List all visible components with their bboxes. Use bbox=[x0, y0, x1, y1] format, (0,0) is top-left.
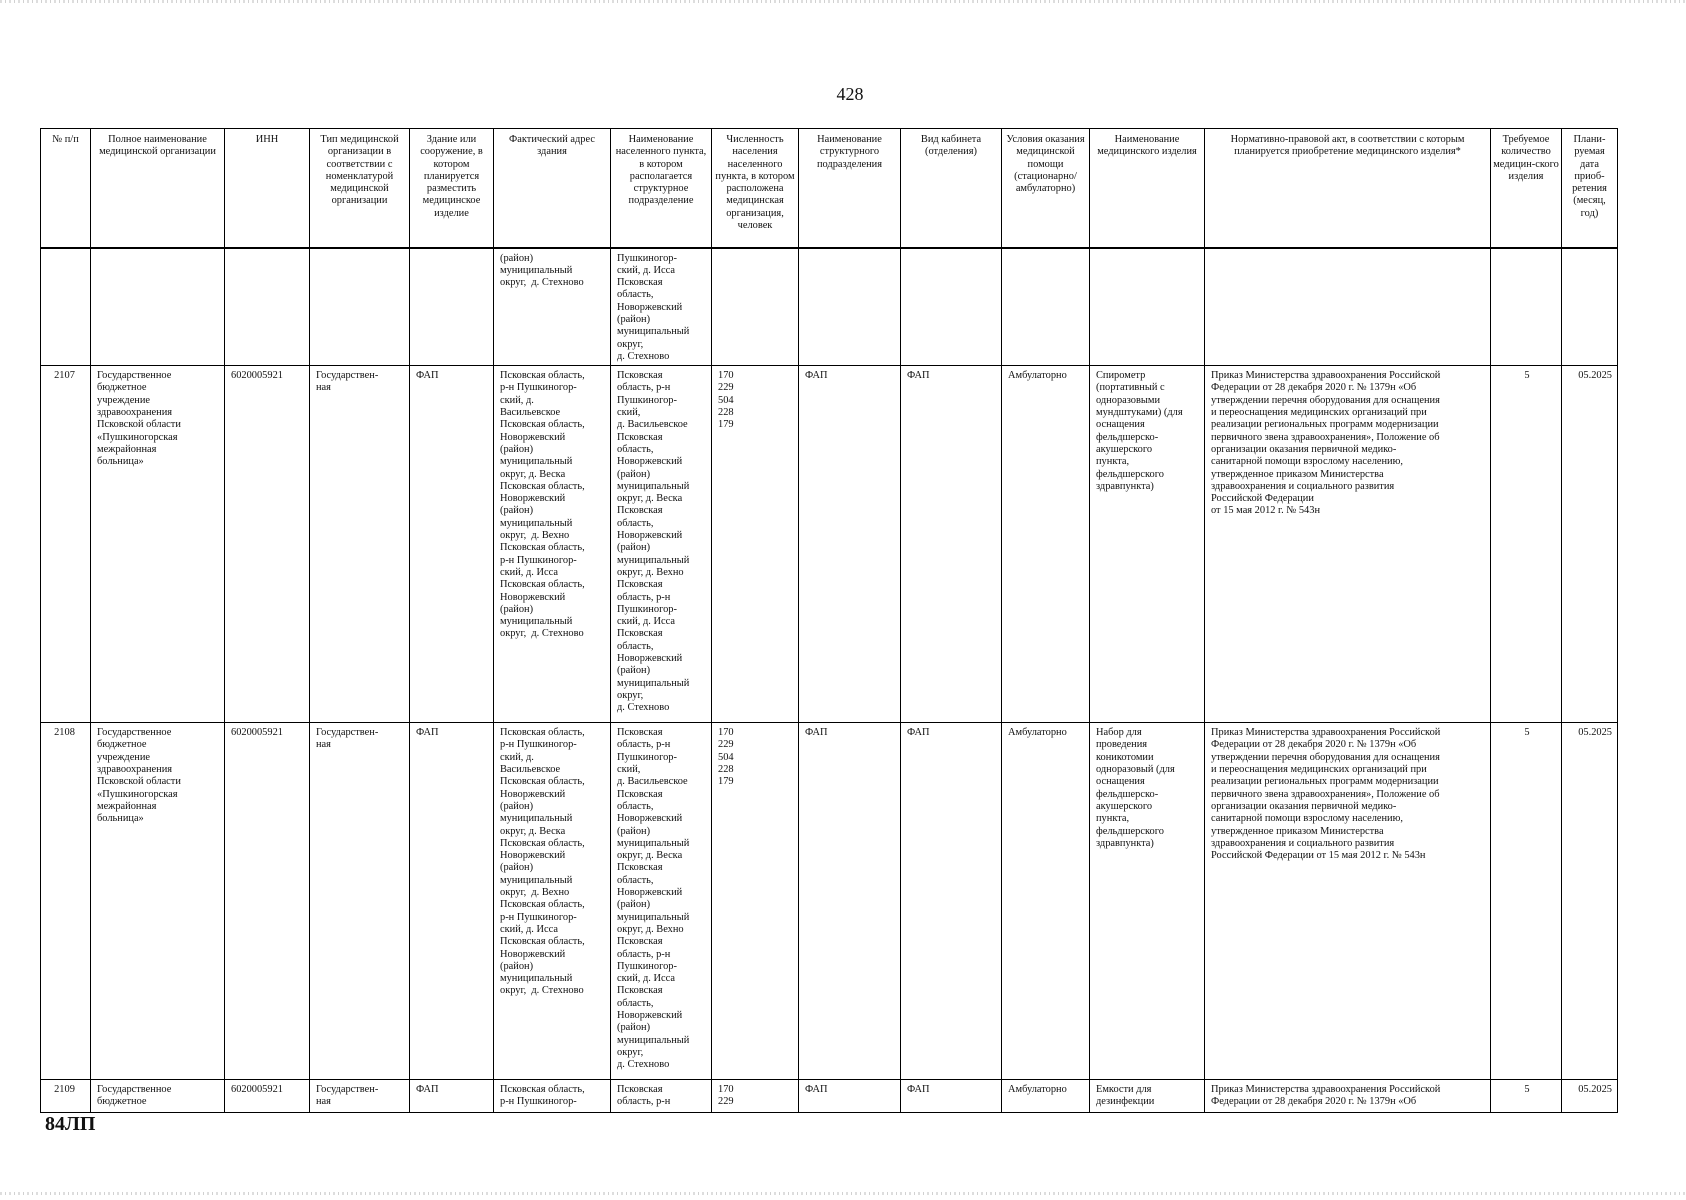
cell-text-line: Псковской области bbox=[97, 419, 181, 431]
cell-text-line: округ, д. Вехно bbox=[617, 566, 684, 578]
cell-text-line: пункта, bbox=[1096, 813, 1130, 825]
cell-text-line: область, bbox=[617, 443, 654, 455]
cell-text-line: Псковская область, bbox=[500, 419, 585, 431]
cell-text-line: дезинфекции bbox=[1096, 1096, 1155, 1108]
cell-text-line: 228 bbox=[718, 407, 734, 419]
header-type: Тип медицинской организации в соответствии с номенклатурой медицинской организации bbox=[310, 129, 410, 248]
cell-text-line: Федерации от 28 декабря 2020 г. № 1379н «Об bbox=[1211, 1096, 1417, 1108]
cell-address bbox=[494, 366, 611, 723]
cell-text-line: 170 bbox=[718, 370, 734, 382]
cell-text-line: (район) bbox=[617, 899, 651, 911]
cell-text-line: здравоохранения bbox=[97, 764, 173, 776]
cell-text-line: здравпункта) bbox=[1096, 480, 1154, 492]
cell-text-line: Псковская область, bbox=[500, 542, 585, 554]
cell-address bbox=[494, 723, 611, 1080]
cell-text-line: утверждении перечня оборудования для оснащения bbox=[1211, 751, 1440, 763]
cell-inn: 6020005921 bbox=[225, 723, 310, 1080]
cell-text-line: ский, д. Исса bbox=[500, 923, 558, 935]
cell-text-line: Федерации от 28 декабря 2020 г. № 1379н «Об bbox=[1211, 739, 1417, 751]
cell-inn: 6020005921 bbox=[225, 1080, 310, 1113]
cell-population bbox=[712, 248, 799, 366]
cell-text-line: Псковская bbox=[617, 1084, 663, 1096]
cell-building bbox=[410, 248, 494, 366]
cell-building: ФАП bbox=[410, 366, 494, 723]
cell-text-line: Спирометр bbox=[1096, 370, 1146, 382]
cell-text-line: Государствен- bbox=[316, 370, 379, 382]
cell-text-line: пункта, bbox=[1096, 456, 1130, 468]
cell-address bbox=[494, 1080, 611, 1113]
cell-text-line: область, bbox=[617, 289, 654, 301]
cell-text-line: ский, bbox=[617, 764, 641, 776]
cell-inn: 6020005921 bbox=[225, 366, 310, 723]
cell-text-line: Псковская область, bbox=[500, 1084, 585, 1096]
header-population: Численность населения населенного пункта, в котором расположена медицинская организация, человек bbox=[712, 129, 799, 248]
cell-text-line: Псковская область, bbox=[500, 579, 585, 591]
cell-text-line: (район) bbox=[617, 665, 651, 677]
cell-subdivision bbox=[799, 248, 901, 366]
cell-text-line: организации оказания первичной медико- bbox=[1211, 800, 1397, 812]
cell-text-line: (район) bbox=[500, 252, 534, 264]
cell-text-line: муниципальный bbox=[500, 813, 573, 825]
cell-text-line: фельдшерского bbox=[1096, 468, 1164, 480]
cell-date: 05.2025 bbox=[1562, 1080, 1618, 1113]
cell-text-line: больница» bbox=[97, 456, 144, 468]
cell-text-line: учреждение bbox=[97, 394, 151, 406]
cell-text-line: Федерации от 28 декабря 2020 г. № 1379н «Об bbox=[1211, 382, 1417, 394]
cell-text-line: утвержденное приказом Министерства bbox=[1211, 468, 1384, 480]
scan-edge-bottom bbox=[0, 1192, 1686, 1195]
cell-num: 2107 bbox=[41, 366, 91, 723]
cell-text-line: Новоржевский bbox=[617, 1010, 683, 1021]
cell-text-line: оснащения bbox=[1096, 419, 1145, 431]
cell-text-line: фельдшерско- bbox=[1096, 788, 1159, 800]
cell-text-line: Набор для bbox=[1096, 727, 1142, 739]
cell-text-line: (район) bbox=[617, 468, 651, 480]
header-date: Плани-руемая дата приоб-ретения (месяц, год) bbox=[1562, 129, 1618, 248]
header-act: Нормативно-правовой акт, в соответствии с которым планируется приобретение медицинского изделия* bbox=[1205, 129, 1491, 248]
cell-text-line: Новоржевский bbox=[500, 591, 566, 603]
cell-text-line: муниципальный bbox=[617, 911, 690, 923]
cell-text-line: ная bbox=[316, 739, 331, 751]
cell-text-line: Новоржевский bbox=[500, 493, 566, 505]
cell-text-line: ная bbox=[316, 1096, 331, 1108]
cell-text-line: бюджетное bbox=[97, 1096, 147, 1108]
header-cabinet: Вид кабинета (отделения) bbox=[901, 129, 1002, 248]
cell-text-line: реализации региональных программ модернизации bbox=[1211, 419, 1439, 431]
cell-text-line: (район) bbox=[617, 825, 651, 837]
header-device: Наименование медицинского изделия bbox=[1090, 129, 1205, 248]
cell-subdivision: ФАП bbox=[799, 1080, 901, 1113]
cell-text-line: Приказ Министерства здравоохранения Российской bbox=[1211, 370, 1441, 382]
cell-text-line: Псковская область, bbox=[500, 370, 585, 382]
cell-text-line: (район) bbox=[500, 862, 534, 874]
header-subdivision: Наименование структурного подразделения bbox=[799, 129, 901, 248]
cell-text-line: Псковская bbox=[617, 788, 663, 800]
cell-address bbox=[494, 248, 611, 366]
cell-text-line: межрайонная bbox=[97, 800, 157, 812]
medical-equipment-table bbox=[40, 128, 1618, 1113]
cell-qty: 5 bbox=[1491, 366, 1562, 723]
cell-text-line: муниципальный bbox=[617, 326, 690, 338]
cell-text-line: округ, bbox=[617, 338, 644, 350]
cell-text-line: муниципальный bbox=[617, 837, 690, 849]
cell-text-line: Псковская область, bbox=[500, 837, 585, 849]
cell-building: ФАП bbox=[410, 1080, 494, 1113]
cell-subdivision: ФАП bbox=[799, 366, 901, 723]
cell-text-line: 179 bbox=[718, 419, 734, 431]
scan-edge-top bbox=[0, 0, 1686, 3]
cell-text-line: 170 bbox=[718, 1084, 734, 1096]
cell-act bbox=[1205, 248, 1491, 366]
cell-text-line: 170 bbox=[718, 727, 734, 739]
cell-text-line: утверждении перечня оборудования для оснащения bbox=[1211, 394, 1440, 406]
cell-population bbox=[712, 366, 799, 723]
cell-text-line: Емкости для bbox=[1096, 1084, 1152, 1096]
cell-text-line: ский, д. bbox=[500, 751, 534, 763]
cell-text-line: Псковская область, bbox=[500, 899, 585, 911]
cell-text-line: Псковская bbox=[617, 862, 663, 874]
cell-device bbox=[1090, 723, 1205, 1080]
cell-text-line: Приказ Министерства здравоохранения Российской bbox=[1211, 727, 1441, 739]
cell-text-line: ский, д. Исса bbox=[617, 616, 675, 628]
cell-text-line: округ, д. Веска bbox=[617, 850, 683, 862]
cell-num bbox=[41, 248, 91, 366]
cell-device bbox=[1090, 1080, 1205, 1113]
header-address: Фактический адрес здания bbox=[494, 129, 611, 248]
cell-text-line: Государственное bbox=[97, 1084, 172, 1096]
document-code: 84ЛП bbox=[45, 1113, 96, 1135]
cell-text-line: Российской Федерации bbox=[1211, 493, 1314, 505]
cell-text-line: Псковская область, bbox=[500, 727, 585, 739]
cell-text-line: р-н Пушкиногор- bbox=[500, 911, 577, 923]
cell-text-line: 229 bbox=[718, 382, 734, 394]
cell-text-line: учреждение bbox=[97, 751, 151, 763]
cell-org bbox=[91, 248, 225, 366]
cell-text-line: (район) bbox=[500, 960, 534, 972]
cell-text-line: Псковская bbox=[617, 727, 663, 739]
cell-text-line: область, р-н bbox=[617, 382, 671, 394]
cell-locality bbox=[611, 248, 712, 366]
table-row bbox=[41, 366, 1618, 723]
cell-conditions: Амбулаторно bbox=[1002, 1080, 1090, 1113]
cell-text-line: Пушкиногор- bbox=[617, 960, 677, 972]
cell-text-line: ский, д. Исса bbox=[617, 264, 675, 276]
cell-cabinet: ФАП bbox=[901, 366, 1002, 723]
cell-text-line: Государствен- bbox=[316, 727, 379, 739]
cell-type bbox=[310, 248, 410, 366]
cell-text-line: одноразовыми bbox=[1096, 394, 1161, 406]
cell-text-line: «Пушкиногорская bbox=[97, 431, 178, 443]
cell-cabinet: ФАП bbox=[901, 1080, 1002, 1113]
cell-text-line: Новоржевский bbox=[500, 788, 566, 800]
cell-org bbox=[91, 1080, 225, 1113]
cell-text-line: мундштуками) (для bbox=[1096, 407, 1183, 419]
cell-conditions: Амбулаторно bbox=[1002, 366, 1090, 723]
cell-text-line: фельдшерско- bbox=[1096, 431, 1159, 443]
cell-text-line: акушерского bbox=[1096, 800, 1153, 812]
cell-date bbox=[1562, 248, 1618, 366]
header-num: № п/п bbox=[41, 129, 91, 248]
cell-subdivision: ФАП bbox=[799, 723, 901, 1080]
cell-text-line: Новоржевский bbox=[500, 948, 566, 960]
cell-text-line: Новоржевский bbox=[500, 850, 566, 862]
table-row-continuation bbox=[41, 248, 1618, 366]
cell-text-line: область, р-н bbox=[617, 739, 671, 751]
cell-text-line: округ, д. Стехново bbox=[500, 277, 584, 289]
cell-text-line: д. Стехново bbox=[617, 350, 670, 362]
cell-text-line: д. Васильевское bbox=[617, 419, 688, 431]
cell-text-line: санитарной помощи взрослому населению, bbox=[1211, 456, 1403, 468]
cell-text-line: Псковская bbox=[617, 370, 663, 382]
cell-text-line: округ, bbox=[617, 1046, 644, 1058]
cell-org bbox=[91, 723, 225, 1080]
cell-text-line: округ, д. Веска bbox=[500, 825, 566, 837]
cell-text-line: бюджетное bbox=[97, 739, 147, 751]
cell-type bbox=[310, 366, 410, 723]
cell-text-line: оснащения bbox=[1096, 776, 1145, 788]
cell-text-line: д. Стехново bbox=[617, 1059, 670, 1071]
cell-text-line: область, р-н bbox=[617, 948, 671, 960]
cell-text-line: муниципальный bbox=[617, 554, 690, 566]
cell-text-line: округ, д. Стехново bbox=[500, 985, 584, 997]
cell-locality bbox=[611, 723, 712, 1080]
cell-text-line: от 15 мая 2012 г. № 543н bbox=[1211, 505, 1320, 517]
cell-text-line: округ, д. Вехно bbox=[617, 923, 684, 935]
cell-text-line: Новоржевский bbox=[617, 813, 683, 825]
cell-text-line: р-н Пушкиногор- bbox=[500, 382, 577, 394]
cell-text-line: и переоснащения медицинских организаций при bbox=[1211, 407, 1427, 419]
cell-text-line: область, bbox=[617, 997, 654, 1009]
header-building: Здание или сооружение, в котором планируется разместить медицинское изделие bbox=[410, 129, 494, 248]
cell-text-line: ский, д. bbox=[500, 394, 534, 406]
cell-text-line: больница» bbox=[97, 813, 144, 825]
cell-text-line: Государственное bbox=[97, 727, 172, 739]
cell-text-line: Новоржевский bbox=[617, 653, 683, 664]
cell-text-line: д. Васильевское bbox=[617, 776, 688, 788]
cell-text-line: коникотомии bbox=[1096, 751, 1154, 763]
header-org: Полное наименование медицинской организации bbox=[91, 129, 225, 248]
cell-text-line: округ, д. Стехново bbox=[500, 628, 584, 640]
cell-text-line: Псковская bbox=[617, 505, 663, 517]
table-row bbox=[41, 1080, 1618, 1113]
cell-text-line: 229 bbox=[718, 1096, 734, 1108]
cell-text-line: округ, д. Веска bbox=[617, 493, 683, 505]
cell-text-line: муниципальный bbox=[617, 480, 690, 492]
cell-text-line: Приказ Министерства здравоохранения Российской bbox=[1211, 1084, 1441, 1096]
cell-text-line: Государствен- bbox=[316, 1084, 379, 1096]
cell-act bbox=[1205, 366, 1491, 723]
cell-text-line: ский, д. Исса bbox=[617, 973, 675, 985]
cell-text-line: первичного звена здравоохранения», Положение об bbox=[1211, 431, 1440, 443]
cell-text-line: Пушкиногор- bbox=[617, 603, 677, 615]
cell-text-line: область, bbox=[617, 640, 654, 652]
cell-text-line: муниципальный bbox=[500, 616, 573, 628]
cell-text-line: ная bbox=[316, 382, 331, 394]
cell-type bbox=[310, 1080, 410, 1113]
cell-text-line: Псковская bbox=[617, 628, 663, 640]
cell-text-line: фельдшерского bbox=[1096, 825, 1164, 837]
cell-text-line: здравпункта) bbox=[1096, 837, 1154, 849]
cell-text-line: и переоснащения медицинских организаций при bbox=[1211, 764, 1427, 776]
cell-text-line: Васильевское bbox=[500, 764, 561, 776]
cell-text-line: Псковской области bbox=[97, 776, 181, 788]
cell-cabinet bbox=[901, 248, 1002, 366]
cell-text-line: муниципальный bbox=[500, 264, 573, 276]
cell-device bbox=[1090, 366, 1205, 723]
header-locality: Наименование населенного пункта, в котором располагается структурное подразделение bbox=[611, 129, 712, 248]
cell-text-line: муниципальный bbox=[617, 1034, 690, 1046]
cell-text-line: организации оказания первичной медико- bbox=[1211, 443, 1397, 455]
cell-text-line: р-н Пушкиногор- bbox=[500, 1096, 577, 1108]
cell-text-line: Новоржевский bbox=[617, 456, 683, 468]
cell-qty bbox=[1491, 248, 1562, 366]
cell-org bbox=[91, 366, 225, 723]
cell-text-line: округ, д. Вехно bbox=[500, 887, 570, 899]
cell-text-line: Васильевское bbox=[500, 407, 561, 419]
cell-population bbox=[712, 1080, 799, 1113]
cell-num: 2108 bbox=[41, 723, 91, 1080]
cell-date: 05.2025 bbox=[1562, 366, 1618, 723]
cell-text-line: муниципальный bbox=[500, 517, 573, 529]
cell-text-line: 504 bbox=[718, 751, 734, 763]
cell-text-line: Псковская bbox=[617, 431, 663, 443]
cell-text-line: область, bbox=[617, 800, 654, 812]
header-inn: ИНН bbox=[225, 129, 310, 248]
cell-text-line: Пушкиногор- bbox=[617, 394, 677, 406]
cell-qty: 5 bbox=[1491, 1080, 1562, 1113]
cell-text-line: (район) bbox=[500, 443, 534, 455]
cell-text-line: здравоохранения bbox=[97, 407, 173, 419]
cell-text-line: проведения bbox=[1096, 739, 1148, 751]
cell-text-line: муниципальный bbox=[500, 874, 573, 886]
header-conditions: Условия оказания медицинской помощи (стационарно/ амбулаторно) bbox=[1002, 129, 1090, 248]
cell-text-line: муниципальный bbox=[500, 456, 573, 468]
cell-text-line: Псковская bbox=[617, 579, 663, 591]
cell-text-line: Пушкиногор- bbox=[617, 751, 677, 763]
cell-date: 05.2025 bbox=[1562, 723, 1618, 1080]
cell-text-line: область, р-н bbox=[617, 1096, 671, 1108]
cell-text-line: Псковская bbox=[617, 277, 663, 289]
cell-text-line: 228 bbox=[718, 764, 734, 776]
cell-cabinet: ФАП bbox=[901, 723, 1002, 1080]
cell-text-line: Псковская bbox=[617, 936, 663, 948]
cell-text-line: область, bbox=[617, 517, 654, 529]
cell-type bbox=[310, 723, 410, 1080]
cell-text-line: область, р-н bbox=[617, 591, 671, 603]
cell-text-line: Государственное bbox=[97, 370, 172, 382]
cell-text-line: р-н Пушкиногор- bbox=[500, 739, 577, 751]
cell-text-line: 229 bbox=[718, 739, 734, 751]
cell-text-line: Российской Федерации от 15 мая 2012 г. № 543н bbox=[1211, 850, 1426, 862]
cell-text-line: округ, д. Веска bbox=[500, 468, 566, 480]
cell-text-line: «Пушкиногорская bbox=[97, 788, 178, 800]
cell-text-line: 504 bbox=[718, 394, 734, 406]
cell-text-line: санитарной помощи взрослому населению, bbox=[1211, 813, 1403, 825]
cell-locality bbox=[611, 366, 712, 723]
cell-text-line: Псковская область, bbox=[500, 936, 585, 948]
cell-num: 2109 bbox=[41, 1080, 91, 1113]
table-row bbox=[41, 723, 1618, 1080]
cell-text-line: межрайонная bbox=[97, 443, 157, 455]
cell-act bbox=[1205, 1080, 1491, 1113]
cell-conditions: Амбулаторно bbox=[1002, 723, 1090, 1080]
cell-text-line: (район) bbox=[500, 603, 534, 615]
page-number: 428 bbox=[836, 84, 864, 104]
cell-text-line: утвержденное приказом Министерства bbox=[1211, 825, 1384, 837]
cell-text-line: область, bbox=[617, 874, 654, 886]
cell-text-line: д. Стехново bbox=[617, 702, 670, 714]
cell-text-line: Пушкиногор- bbox=[617, 252, 677, 264]
cell-text-line: Псковская область, bbox=[500, 776, 585, 788]
cell-text-line: (район) bbox=[617, 1022, 651, 1034]
cell-text-line: муниципальный bbox=[500, 973, 573, 985]
table-header-row bbox=[41, 129, 1618, 248]
cell-text-line: (район) bbox=[500, 505, 534, 517]
cell-conditions bbox=[1002, 248, 1090, 366]
cell-text-line: Новоржевский bbox=[617, 530, 683, 542]
cell-text-line: 179 bbox=[718, 776, 734, 788]
cell-text-line: Псковская область, bbox=[500, 480, 585, 492]
cell-text-line: акушерского bbox=[1096, 443, 1153, 455]
cell-locality bbox=[611, 1080, 712, 1113]
cell-text-line: здравоохранения и социального развития bbox=[1211, 480, 1395, 492]
cell-text-line: округ, д. Вехно bbox=[500, 530, 570, 542]
cell-building: ФАП bbox=[410, 723, 494, 1080]
cell-act bbox=[1205, 723, 1491, 1080]
cell-text-line: р-н Пушкиногор- bbox=[500, 554, 577, 566]
cell-text-line: ский, д. Исса bbox=[500, 566, 558, 578]
cell-text-line: (район) bbox=[617, 313, 651, 325]
cell-text-line: (район) bbox=[500, 800, 534, 812]
cell-text-line: (район) bbox=[617, 542, 651, 554]
cell-inn bbox=[225, 248, 310, 366]
cell-device bbox=[1090, 248, 1205, 366]
cell-population bbox=[712, 723, 799, 1080]
cell-text-line: ский, bbox=[617, 407, 641, 419]
cell-text-line: первичного звена здравоохранения», Положение об bbox=[1211, 788, 1440, 800]
cell-text-line: (портативный с bbox=[1096, 382, 1165, 394]
cell-text-line: Псковская bbox=[617, 985, 663, 997]
cell-text-line: здравоохранения и социального развития bbox=[1211, 837, 1395, 849]
cell-text-line: Новоржевский bbox=[617, 887, 683, 899]
cell-text-line: одноразовый (для bbox=[1096, 764, 1175, 776]
header-qty: Требуемое количество медицин-ского изделия bbox=[1491, 129, 1562, 248]
cell-qty: 5 bbox=[1491, 723, 1562, 1080]
cell-text-line: Новоржевский bbox=[500, 431, 566, 443]
cell-text-line: округ, bbox=[617, 689, 644, 701]
cell-text-line: реализации региональных программ модернизации bbox=[1211, 776, 1439, 788]
cell-text-line: бюджетное bbox=[97, 382, 147, 394]
cell-text-line: Новоржевский bbox=[617, 301, 683, 313]
cell-text-line: муниципальный bbox=[617, 677, 690, 689]
